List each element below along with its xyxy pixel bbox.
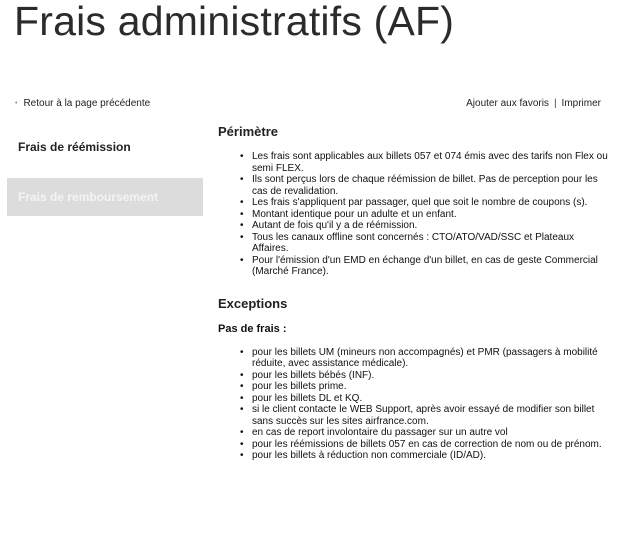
section-title-perimetre: Périmètre <box>218 124 278 139</box>
perimetre-list <box>218 151 610 278</box>
sidebar-item-label: Frais de réémission <box>18 140 131 154</box>
list-item: • pour les billets UM (mineurs non accompagnés) et PMR (passagers à mobilité réduite, avec assistance médicale). <box>240 347 610 370</box>
section-title-exceptions: Exceptions <box>218 295 288 311</box>
bullet-icon: • <box>15 100 18 107</box>
back-link-label: Retour à la page précédente <box>23 98 151 109</box>
main-content <box>218 124 610 462</box>
list-item: • Autant de fois qu'il y a de réémission. <box>240 220 610 232</box>
list-item: • Ils sont perçus lors de chaque réémission de billet. Pas de perception pour les cas de revalidation. <box>240 174 610 197</box>
list-item: • si le client contacte le WEB Support, après avoir essayé de modifier son billet sans succès sur les sites airfrance.com. <box>240 404 610 427</box>
list-item: • Les frais sont applicables aux billets 057 et 074 émis avec des tarifs non Flex ou semi FLEX. <box>240 151 610 174</box>
list-item: • Pour l'émission d'un EMD en échange d'un billet, en cas de geste Commercial (Marché France). <box>240 255 610 278</box>
subsection-title: Pas de frais : <box>218 322 287 335</box>
list-item: • Montant identique pour un adulte et un enfant. <box>240 209 610 221</box>
exceptions-list <box>218 347 610 462</box>
list-item: • pour les billets bébés (INF). <box>240 370 610 382</box>
list-item: • pour les billets DL et KQ. <box>240 393 610 405</box>
sidebar <box>7 128 203 216</box>
list-item: • Tous les canaux offline sont concernés : CTO/ATO/VAD/SSC et Plateaux Affaires. <box>240 232 610 255</box>
list-item: • pour les billets à réduction non commerciale (ID/AD). <box>240 450 610 462</box>
page-title: Frais administratifs (AF) <box>14 0 455 44</box>
sidebar-item-label: Frais de remboursement <box>18 190 159 204</box>
print-link[interactable]: Imprimer <box>561 98 601 109</box>
back-link[interactable] <box>15 98 150 109</box>
add-to-favorites-link[interactable]: Ajouter aux favoris <box>466 98 549 109</box>
actions-separator: | <box>553 98 557 109</box>
sidebar-item-frais-reemission[interactable] <box>7 128 203 166</box>
list-item: • Les frais s'appliquent par passager, quel que soit le nombre de coupons (s). <box>240 197 610 209</box>
list-item: • pour les billets prime. <box>240 381 610 393</box>
list-item: • en cas de report involontaire du passager sur un autre vol <box>240 427 610 439</box>
list-item: • pour les réémissions de billets 057 en cas de correction de nom ou de prénom. <box>240 439 610 451</box>
sidebar-item-frais-remboursement[interactable] <box>7 178 203 216</box>
top-actions <box>466 98 601 109</box>
